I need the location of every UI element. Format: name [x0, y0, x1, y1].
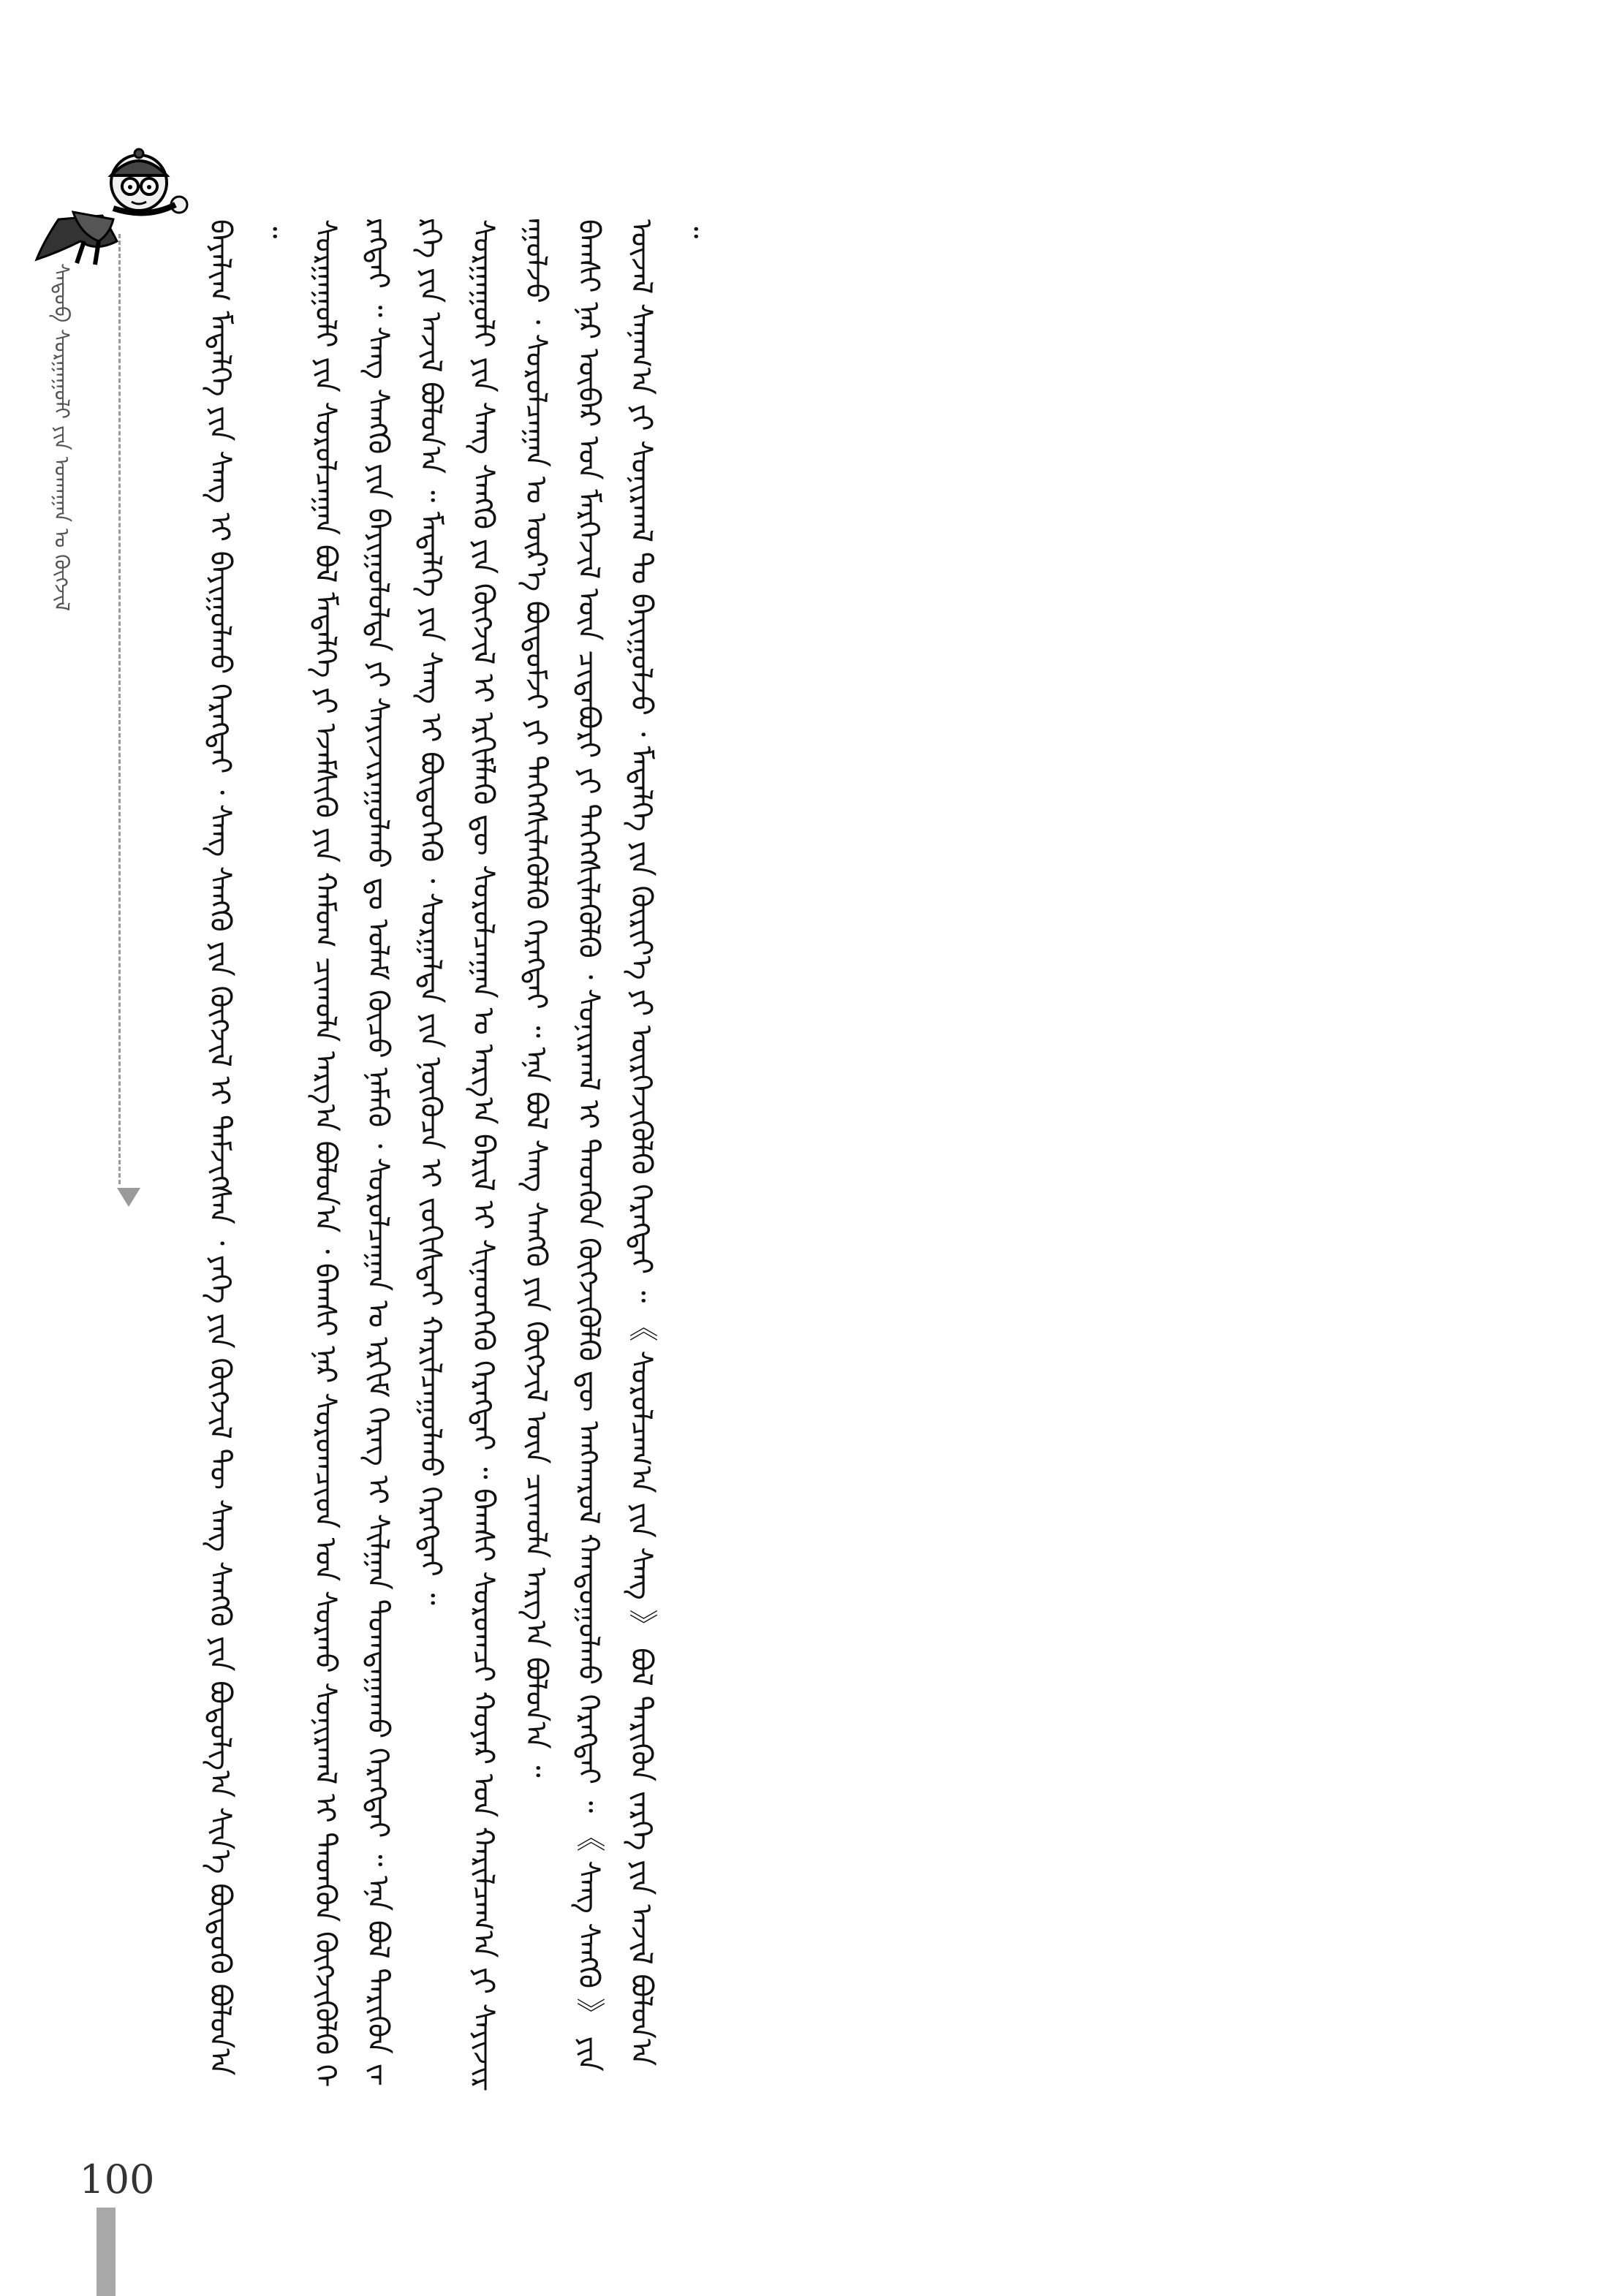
running-head-rule: [118, 234, 121, 1184]
paragraph-3: ᠰᠤᠷᠭᠠᠭᠤᠯᠢ ᠶᠢᠨ ᠰᠠᠩ ᠰᠠᠩᠬᠦ ᠶᠢᠨ ᠬᠥᠭᠵᠢᠯ ᠢ ᠡᠷᠬᠢᠮᠯᠡᠬᠦ ᠳᠦ ᠰᠤᠷᠤᠯᠴᠠᠭᠠᠨ ᠤ ᠠᠷᠭ᠎ᠠ ᠪᠠᠷᠢᠯ ᠢ ᠰᠢᠨᠡᠳᠬᠡᠬᠦ ᠬᠡᠷᠡᠭᠲᠡᠢ ᠃ ᠪᠠᠭᠰᠢ ᠰᠤᠷᠤᠭᠴᠢ ᠬᠣᠶᠠᠷ ᠤᠨ ᠬᠠᠷᠢᠯᠴᠠᠭ᠎ᠠ ᠶᠢ ᠰᠠᠶᠢᠵᠢᠷᠠᠭᠤᠯᠵᠤ ᠂ ᠰᠤᠷᠤᠯᠴᠠᠭᠠᠨ ᠤ ᠦᠷ᠎ᠡ ᠪᠦᠲᠦᠮᠵᠢ ᠶᠢ ᠳᠡᠭᠡᠭᠰᠢᠯᠡᠭᠦᠯᠬᠦ ᠬᠡᠷᠡᠭᠲᠡᠢ ᠃ ᠡᠨᠡ ᠪᠣᠯ ᠰᠠᠩ ᠰᠠᠩᠬᠦ ᠶᠢᠨ ᠬᠥᠭᠵᠢᠯ ᠦᠨ ᠴᠢᠬᠤᠯᠠ ᠠᠷᠭ᠎ᠠ ᠪᠣᠯᠤᠨ᠎ᠠ ᠃: [466, 219, 553, 2090]
running-head: ᠰᠡᠳᠦᠪ ᠰᠤᠷᠭᠠᠭᠤᠯᠢ ᠶᠢᠨ ᠤᠬᠠᠭᠠᠨ ᠤ ᠬᠥᠭᠵᠢᠯ: [50, 263, 74, 612]
running-head-arrow-icon: [117, 1188, 140, 1207]
page-number: 100: [79, 2156, 155, 2202]
page-edge-bar: [97, 2208, 116, 2296]
paragraph-2: ᠰᠤᠷᠭᠠᠭᠤᠯᠢ ᠶᠢᠨ ᠰᠤᠷᠤᠯᠴᠠᠭᠠᠨ ᠪᠣᠯ ᠮᠡᠳᠡᠯᠭᠡ ᠶᠢ ᠡᠵᠡᠮᠰᠢᠬᠦ ᠶᠢᠨ ᠬᠠᠮᠤᠭ ᠴᠢᠬᠤᠯᠠ ᠠᠷᠭ᠎ᠠ ᠪᠣᠯᠤᠨ᠎ᠠ ᠂ ᠪᠠᠭᠰᠢ ᠨᠠᠷ ᠰᠤᠷᠤᠭᠴᠢᠳ ᠤᠨ ᠰᠤᠷᠬᠤ ᠰᠣᠨᠢᠷᠬᠠᠯ ᠢ ᠲᠡᠳᠭᠦᠨ ᠬᠥᠭᠵᠢᠭᠦᠯᠬᠦ ᠬᠡᠷᠡᠭᠲᠡᠢ ᠃ ᠰᠠᠩ ᠰᠠᠩᠬᠦ ᠶᠢᠨ ᠪᠠᠶᠢᠭᠤᠯᠤᠯᠲᠠ ᠶᠢ ᠰᠠᠶᠢᠵᠢᠷᠠᠭᠤᠯᠬᠤ ᠳᠤ ᠤᠯᠠᠮ ᠬᠦᠴᠦ ᠨᠡᠮᠡᠬᠦ ᠂ ᠰᠤᠷᠤᠯᠴᠠᠭᠠᠨ ᠤ ᠡᠷᠬᠢᠮ ᠬᠡᠷᠡᠭ ᠢ ᠰᠢᠯᠭᠠᠨ ᠲᠣᠭᠲᠠᠭᠠᠬᠤ ᠬᠡᠷᠡᠭᠲᠡᠢ ᠃ ᠡᠨᠡ ᠪᠣᠯ ᠲᠡᠷᠢᠭᠦᠨ ᠵᠡᠷᠭᠡ ᠶᠢᠨ ᠠᠵᠢᠯ ᠪᠣᠯᠤᠨ᠎ᠠ ᠃ ᠮᠡᠳᠡᠯᠭᠡ ᠶᠢᠨ ᠰᠠᠩ ᠢ ᠪᠦᠲᠦᠭᠡᠬᠦ ᠂ ᠰᠤᠷᠭᠠᠯᠲᠠ ᠶᠢᠨ ᠨᠥᠭᠦᠴᠡ ᠢ ᠵᠣᠬᠢᠰᠲᠠᠢ ᠬᠠᠷᠢᠯᠴᠠᠭᠤᠯᠬᠤ ᠬᠡᠷᠡᠭᠲᠡᠢ ᠃: [309, 219, 447, 2085]
paragraph-4: ᠪᠠᠭᠰᠢ ᠨᠠᠷ ᠦᠪᠡᠷ ᠤᠨ ᠮᠡᠷᠭᠡᠵᠢᠯ ᠦᠨ ᠴᠢᠳᠠᠪᠤᠷᠢ ᠶᠢ ᠳᠡᠭᠡᠭᠰᠢᠯᠡᠭᠦᠯᠬᠦ ᠂ ᠰᠣᠨᠢᠷᠬᠠᠯ ᠢ ᠲᠡᠳᠭᠦᠨ ᠬᠥᠭᠵᠢᠭᠦᠯᠬᠦ ᠳᠦ ᠠᠩᠬᠠᠷᠤᠯ ᠬᠠᠨᠳᠤᠭᠤᠯᠬᠤ ᠬᠡᠷᠡᠭᠲᠡᠢ ᠃ 《 ᠰᠠᠩ ᠰᠠᠩᠬᠦ 》 ᠶᠢᠨ ᠦᠵᠡᠯ ᠰᠠᠨᠠᠭ᠎ᠠ ᠶᠢ ᠰᠣᠨᠢᠷᠬᠠᠯ ᠲᠤ ᠪᠠᠶᠢᠭᠤᠯᠵᠤ ᠂ ᠮᠡᠳᠡᠯᠭᠡ ᠶᠢᠨ ᠬᠦᠷᠢᠶ᠎ᠡ ᠶᠢ ᠥᠷᠭᠡᠵᠢᠭᠦᠯᠬᠦ ᠬᠡᠷᠡᠭᠲᠡᠢ ᠃ 《 ᠰᠤᠷᠤᠯᠴᠠᠭ᠎ᠠ ᠶᠢᠨ ᠰᠠᠩ 》 ᠪᠣᠯ ᠲᠡᠷᠢᠭᠦᠨ ᠵᠡᠷᠭᠡ ᠶᠢᠨ ᠠᠵᠢᠯ ᠪᠣᠯᠤᠨ᠎ᠠ ᠃: [572, 219, 711, 2072]
vertical-mongolian-text: [194, 219, 1407, 2091]
paragraph-1: ᠪᠠᠶᠠᠯᠢᠭ ᠮᠡᠳᠡᠯᠭᠡ ᠶᠢᠨ ᠰᠠᠩ ᠢ ᠪᠠᠶᠢᠭᠤᠯᠬᠤ ᠬᠡᠷᠡᠭᠲᠡᠢ ᠂ ᠰᠠᠩ ᠰᠠᠩᠬᠦ ᠶᠢᠨ ᠬᠥᠭᠵᠢᠯ ᠢ ᠳᠡᠮᠵᠢᠭᠰᠡᠨ ᠂ ᠶᠡᠬᠡ ᠶᠢᠨ ᠬᠥᠭᠵᠢᠯ ᠲᠦ ᠰᠠᠩ ᠰᠠᠩᠬᠦ ᠶᠢᠨ ᠪᠤᠳᠤᠯᠭ᠎ᠠ ᠰᠢᠨ᠎ᠡ ᠪᠦᠲᠦᠬᠦ ᠪᠣᠯᠤᠨ᠎ᠠ ᠃: [203, 219, 290, 2076]
mascot-cartoon-icon: [29, 132, 197, 270]
